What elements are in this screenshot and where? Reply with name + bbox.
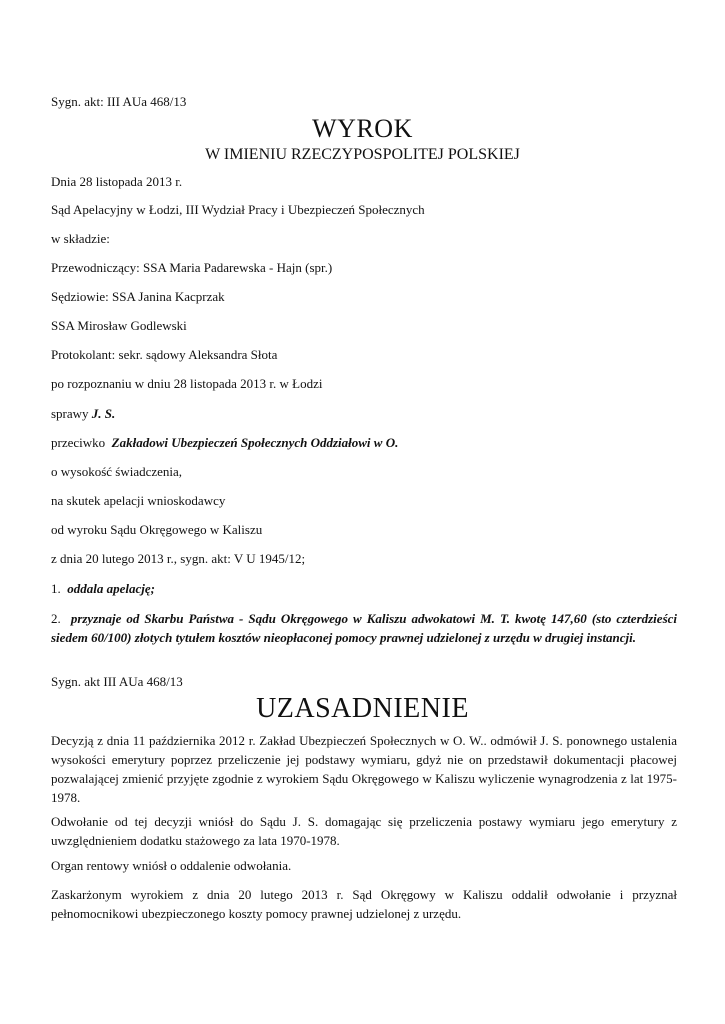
- matter-line: [51, 405, 677, 422]
- against-prefix: przeciwko: [51, 435, 112, 450]
- justification-title: UZASADNIENIE: [256, 693, 469, 724]
- justification-paragraph-1: Decyzją z dnia 11 października 2012 r. Zakład Ubezpieczeń Społecznych w O. W.. odmówił J. S. ponownego ustalenia wysokości emerytury poprzez przeliczenie jej podstawy wymiaru, gdyż nie on przedstawił dokumentacji płacowej pozwalającej zmienić przyjęte zgodnie z wyrokiem Sądu Okręgowego w Kaliszu wyliczenie wynagrodzenia z lat 1975-1978.: [51, 733, 677, 805]
- justification-paragraph-4: Zaskarżonym wyrokiem z dnia 20 lutego 2013 r. Sąd Okręgowy w Kaliszu oddalił odwołanie i przyznał pełnomocnikowi ubezpieczonego koszty pomocy prawnej udzielonej z urzędu.: [51, 887, 677, 921]
- hearing-info: po rozpoznaniu w dniu 28 listopada 2013 r. w Łodzi: [51, 376, 323, 391]
- justification-paragraph-2: Odwołanie od tej decyzji wniósł do Sądu J. S. domagając się przeliczenia postawy wymiaru jego emerytury z uwzględnieniem dodatku stażowego za lata 1970-1978.: [51, 814, 677, 848]
- judgment-date: Dnia 28 listopada 2013 r.: [51, 174, 183, 189]
- respondent-name: Zakładowi Ubezpieczeń Społecznych Oddziałowi w O.: [111, 435, 399, 450]
- court-name: Sąd Apelacyjny w Łodzi, III Wydział Pracy i Ubezpieczeń Społecznych: [51, 202, 425, 217]
- ruling-text: oddala apelację;: [67, 581, 155, 596]
- document-title: WYROK: [312, 114, 413, 143]
- case-subject: o wysokość świadczenia,: [51, 464, 183, 479]
- court-clerk: Protokolant: sekr. sądowy Aleksandra Słota: [51, 347, 278, 362]
- ruling-number: 1.: [51, 581, 68, 596]
- matter-prefix: sprawy: [51, 406, 92, 421]
- justification-case-number: Sygn. akt III AUa 468/13: [51, 674, 183, 689]
- respondent-line: [51, 434, 677, 451]
- ruling-1: [51, 580, 677, 597]
- composition-intro: w składzie:: [51, 231, 110, 246]
- presiding-judge: Przewodniczący: SSA Maria Padarewska - Hajn (spr.): [51, 260, 333, 275]
- justification-paragraph-3: Organ rentowy wniósł o oddalenie odwołania.: [51, 858, 292, 873]
- document-subtitle: W IMIENIU RZECZYPOSPOLITEJ POLSKIEJ: [205, 146, 520, 163]
- case-number: Sygn. akt: III AUa 468/13: [51, 94, 187, 109]
- appeal-info: na skutek apelacji wnioskodawcy: [51, 493, 226, 508]
- judgment-reference: z dnia 20 lutego 2013 r., sygn. akt: V U 1945/12;: [51, 551, 306, 566]
- judges: Sędziowie: SSA Janina Kacprzak: [51, 289, 225, 304]
- judge-second: SSA Mirosław Godlewski: [51, 318, 187, 333]
- ruling-2: [51, 609, 677, 647]
- party-name: J. S.: [91, 406, 116, 421]
- ruling-number: 2.: [51, 611, 71, 626]
- lower-court-judgment: od wyroku Sądu Okręgowego w Kaliszu: [51, 522, 263, 537]
- ruling-text: przyznaje od Skarbu Państwa - Sądu Okręgowego w Kaliszu adwokatowi M. T. kwotę 147,60 (sto czterdzieści siedem 60/100) złotych tytułem kosztów nieopłaconej pomocy prawnej udzielonej z urzędu w drugiej instancji.: [51, 611, 678, 645]
